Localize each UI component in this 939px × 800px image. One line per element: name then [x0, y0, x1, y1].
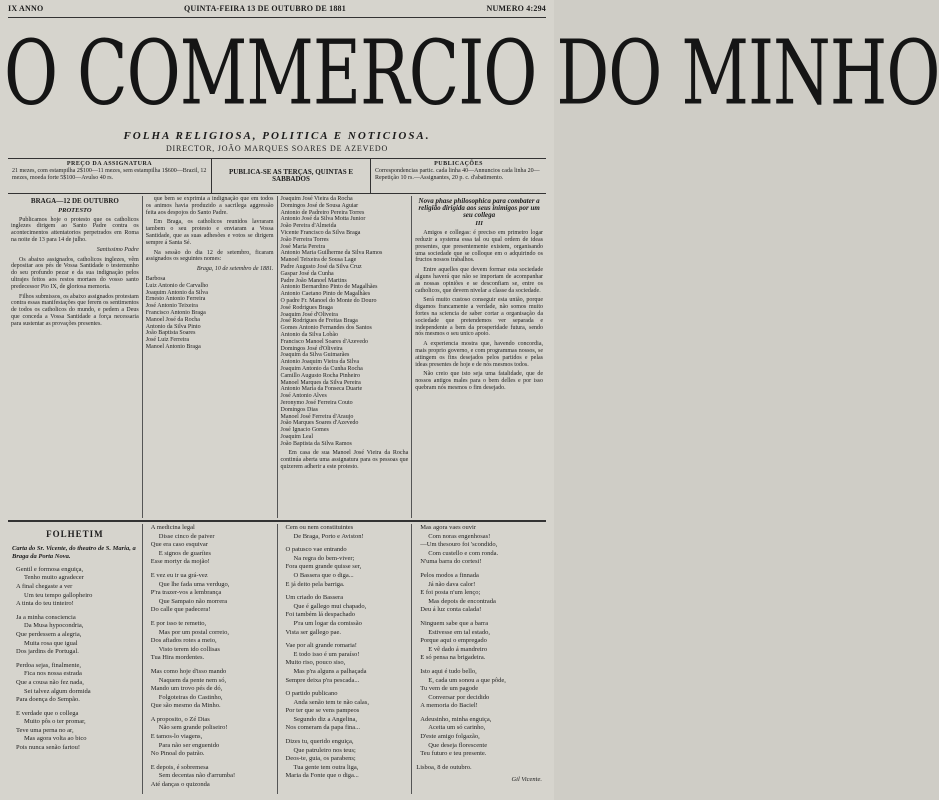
signatory-name: Antonio Maria Guilherme da Silva Ramos	[280, 250, 383, 257]
verse-line: A medicina legal	[150, 524, 195, 531]
verse-line: Sem decentas não d'arrumba!	[158, 772, 236, 780]
verse-line: Gentil e formosa enguiça,	[16, 565, 84, 573]
verse-line: Que é gallego mui chapado,	[293, 602, 367, 610]
verse-line: Na regra do bem-viver;	[293, 554, 355, 562]
verse-line: Fica nos nossa estrada	[24, 670, 82, 678]
verse-line: Mas agora volta ao bico	[24, 735, 87, 743]
verse-line: A proposito, o Zé Dias	[150, 715, 210, 723]
dateline: BRAGA—12 DE OUTUBRO	[30, 197, 119, 205]
verse-line: Anda senão tem te não calas,	[293, 698, 369, 706]
signatory-name: Joaquim da Silva Guimarães	[280, 352, 350, 359]
signatory-name: Jeronymo José Ferreira Couto	[280, 399, 353, 406]
verse-line: Muito pôs o ter promar,	[24, 718, 86, 726]
verse-line: Para não ser enguenido	[158, 741, 220, 749]
issue-date: QUINTA-FEIRA 13 DE OUTUBRO DE 1881	[183, 4, 346, 13]
stanza	[282, 738, 408, 781]
stanza	[147, 716, 273, 759]
verse-line: E por isso te remetto,	[150, 619, 207, 627]
verse-line: E verdade que o collega	[16, 709, 79, 717]
verse-line: A final chegaste a ver	[16, 582, 73, 590]
signatory-name: Joaquim Antonio da Silva	[145, 289, 208, 296]
signatory-name: Antonio da Silva Pinto	[145, 323, 201, 330]
signatory-name: Joaquim Leal	[280, 433, 313, 440]
signatory-name: Antonio da Silva Lobão	[280, 331, 338, 338]
signatory-name: Domingos José d'Oliveira	[280, 345, 343, 352]
verse-line: Para doença do Sempão.	[16, 696, 80, 704]
verse-line: E signos de guarítes	[158, 549, 211, 557]
verse-line: Não sem grande poliseiro!	[158, 724, 228, 732]
signatory-name: Ernesto Antonio Ferreira	[145, 296, 206, 303]
verse-line: Dizes tu, querido enguiça,	[285, 738, 354, 746]
verse-line: Nos comeram da papa fina...	[285, 724, 361, 732]
signatory-name: José Maria Pereira	[280, 243, 326, 250]
verse-line: Deos-te, guia, os parabens;	[285, 755, 356, 763]
salutation: Santissimo Padre	[96, 246, 139, 253]
publication-days: PUBLICA-SE AS TERÇAS, QUINTAS E SABBADOS	[212, 159, 371, 193]
stanza	[12, 566, 138, 609]
stanza	[147, 668, 273, 711]
verse-line: Que a cousa não fez nada,	[16, 678, 84, 686]
verse-line: Tenho muito agradecer	[24, 574, 84, 582]
paragraph: Os abaixo assignados, catholicos inglezes, vêm depositar aos pés de Vossa Santidade o testemunho do seu profundo pezar e da sua indignação pelos ultrajes feitos aos restos mortaes do vosso santo predecessor Pio IX, de gloriosa memoria.	[11, 256, 139, 290]
verse-line: Que Sampaio não morrera	[158, 597, 228, 605]
verse-line: A memoria do Baciel!	[420, 702, 478, 710]
stanza	[12, 662, 138, 705]
column-1	[8, 196, 143, 518]
verse-line: Que deseja florescente	[428, 741, 488, 749]
paragraph: Filhos submissos, os abaixo assignados protestam contra essas manifestações que ferem os sentimentos de todos os catholicos do mundo, e pedem a Deus que conceda a Vossa Santidade a força necessaria para sustentar as provações presentes.	[11, 293, 139, 327]
verse-line: Deu á luz conta calada!	[420, 606, 482, 614]
signatory-name: Luiz Antonio de Carvalho	[145, 282, 209, 289]
verse-line: E, cada um sonou a que pôde,	[428, 676, 506, 684]
verse-line: Por ter que se vens pampeos	[285, 707, 360, 715]
signatory-name: Manoel Marques da Silva Pereira	[280, 379, 361, 386]
signatory-name: Gaspar José da Cunha	[280, 270, 334, 277]
signatory-name: José Luiz Ferreira	[145, 337, 190, 344]
verse-line: O Bassera que o diga...	[293, 571, 354, 579]
verse-line: Teu futuro e teu presente.	[420, 750, 487, 758]
signatory-name: Antonio José da Silva Motta Junior	[280, 216, 366, 223]
verse-line: Cem ou nem constituintes	[285, 524, 354, 531]
verse-line: Aceita um só carinho,	[428, 724, 486, 732]
verse-line: E foi posta n'um lenço;	[420, 589, 481, 597]
signatory-name: José Antonio Teixeira	[145, 303, 198, 310]
signatory-name: José Rodrigues Braga	[280, 304, 333, 311]
signatory-name: João Baptista Soares	[145, 330, 196, 337]
verse-line: De Braga, Porto e Aviston!	[293, 532, 364, 540]
newspaper-title: O COMMERCIO DO MINHO	[4, 21, 939, 126]
issue-number: NUMERO 4:294	[486, 4, 546, 13]
signatory-name: Gomes Antonio Fernandes dos Santos	[280, 325, 372, 332]
verse-line: Muito riso, pouco siso,	[285, 659, 346, 667]
signatory-name: Joaquim José Vieira da Rocha	[280, 196, 353, 202]
verse-line: E vez eu ir ua grá-vez	[150, 571, 208, 579]
folhetim-column-2	[143, 524, 278, 794]
verse-line: Dos jardins de Portugal.	[16, 648, 79, 656]
stanza	[282, 546, 408, 589]
verse-line: Que são mesmo da Minho.	[150, 702, 221, 710]
paragraph: Em Braga, os catholicos reunidos lavraram tambem o seu protesto e enviaram a Vossa Santidade, que as suas adhesões e votos se dirigem sempre á Santa Sé.	[145, 219, 274, 246]
signatory-name: Francisco Antonio Braga	[145, 309, 206, 316]
verse-line: Ja a minha consciencia	[16, 613, 76, 621]
verse-line: Porque aqui o empregado	[420, 637, 487, 645]
verse-line: Que era caso esquivar	[150, 541, 208, 549]
stanza	[416, 620, 542, 663]
verse-line: N'uma barra do cortesi!	[420, 558, 482, 566]
verse-line: Do calle que padecera!	[150, 606, 211, 614]
verse-line: P'ra trazer-vos a lembrança	[150, 589, 222, 597]
rates-heading: PUBLICAÇÕES	[434, 161, 483, 167]
verse-line: Mas p'ra alguns a palhaçada	[293, 667, 367, 675]
folhetim-column-4	[412, 524, 546, 794]
author-signature: Gil Vicente.	[511, 776, 542, 784]
folhetim-column-3	[278, 524, 413, 794]
verse-line: A tinta do teu tinteiro!	[16, 600, 74, 608]
stanza	[12, 710, 138, 753]
folhetim-subtitle: Carta do Sr. Vicente, do theatro de S. Maria, a Braga da Porta Nova.	[12, 544, 136, 561]
signatory-name: Padre João Manoel Martins	[280, 277, 347, 284]
signatory-name: Manoel José Ferreira d'Araujo	[280, 413, 354, 420]
signatory-name: Francisco Manoel Soares d'Azevedo	[280, 338, 369, 345]
verse-line: D'este amigo folgazão,	[420, 733, 480, 741]
verse-line: Que perdessem a alegria,	[16, 630, 82, 638]
stanza	[147, 620, 273, 663]
verse-line: Da Musa hypocondria,	[24, 622, 84, 630]
verse-line: —Um thesouro foi 'scondido,	[420, 541, 498, 549]
verse-line: Adeusinho, minha enguiça,	[420, 715, 492, 723]
verse-line: E já deito pela barriga.	[285, 580, 345, 588]
paragraph: Será muito custoso conseguir esta união, porque digamos francamente a verdade, não somos muito fortes na sciencia de saber cortar a organisação da sociedade que pretendemos ver separada e independente a bem da prosperidade futura, sendo nós mesmos o seu unico apoio.	[415, 297, 543, 338]
verse-line: Tu vem de um pagode	[420, 685, 479, 693]
folhetim-rule	[8, 520, 546, 522]
verse-line: P'ra um logar da comissão	[293, 619, 362, 627]
stanza	[282, 690, 408, 733]
verse-line: Mando um trovo pés de dó,	[150, 685, 223, 693]
signatory-name: Antonio Maria da Fonseca Duarte	[280, 386, 363, 393]
verse-line: Teve uma perna no ar,	[16, 726, 74, 734]
column-2	[143, 196, 278, 518]
signatory-name: Padre Augusto José da Silva Cruz	[280, 263, 362, 270]
verse-line: Naquem da pente nem só,	[158, 676, 227, 684]
folhetim-section	[8, 524, 546, 794]
signatory-name: Antonio de Padreiro Pereira Torres	[280, 209, 365, 216]
verse-line: E só pensa na brigadeira.	[420, 654, 486, 662]
paragraph: Amigos e collegas: é preciso em primeiro logar reduzir a systema essa tal ou qual ordem de ideas presentes, que presentemente existem, organisando uma sociedade que se colloque em o adquirindo os fructos nossos trabalhos.	[415, 230, 543, 264]
signatory-name: O padre Fr. Manoel do Monte do Douro	[280, 297, 377, 304]
verse-line: Foi também lá despachado	[285, 611, 355, 619]
signatory-name: João Pereira d'Almeida	[280, 223, 337, 230]
paragraph: que bem se exprimia a indignação que em todos os animos havia produzido a sacrilega aggressão feita aos despojos do Santo Padre.	[145, 196, 274, 216]
signatory-name: José Antonio Alves	[280, 393, 327, 400]
folhetim-column-1	[8, 524, 143, 794]
signatory-name: Manoel José da Rocha	[145, 316, 200, 323]
info-bar	[8, 158, 546, 194]
verse-line: Mas como hoje d'isso mando	[150, 667, 227, 675]
verse-line: Já não dava calor!	[428, 580, 476, 588]
signatory-name: Camillo Augusto Rocha Pinheiro	[280, 372, 360, 379]
signatory-name: Antonio Joaquim Vieira da Silva	[280, 359, 360, 366]
verse-line: Que lhe fada uma verdugo,	[158, 580, 230, 588]
verse-line: Segundo diz a Angelina,	[293, 715, 358, 723]
signatory-name: João Ferreira Torres	[280, 236, 329, 243]
verse-line: Vae por ali grande romaria!	[285, 642, 357, 650]
paragraph: Em casa de sua Manoel José Vieira da Rocha continúa aberta uma assignatura para os pessoas que quizerem adherir a este protesto.	[280, 450, 409, 471]
stanza	[147, 764, 273, 790]
subscription-prices	[8, 159, 212, 193]
verse-line: O partido publicano	[285, 690, 338, 698]
verse-line: Mas por um postal correio,	[158, 628, 229, 636]
verse-line: Um teu tempo gallopheiro	[24, 591, 93, 599]
verse-line: Perdoa sejas, finalmente,	[16, 661, 81, 669]
place-date: Lisboa, 8 de outubro.	[416, 763, 472, 771]
verse-line: Fora quem grande quisse ser,	[285, 563, 362, 571]
part-number: III	[475, 220, 483, 228]
verse-line: Mas depois de encontrada	[428, 597, 496, 605]
paragraph: Na sessão do dia 12 de setembro, ficaram assignados os seguintes nomes:	[145, 249, 274, 263]
paragraph: Não creio que isto seja uma fatalidade, que de nossos antigos males para o bem delles e por isso quebram nós mesmos o fim desejado.	[415, 371, 543, 391]
verse-line: Que patruleiro nos teus;	[293, 746, 356, 754]
column-3	[278, 196, 413, 518]
verse-line: No Pinoal do patrão.	[150, 750, 205, 758]
signatory-name: Antonio Caetano Pinto de Magalhães	[280, 291, 371, 298]
verse-line: Mas agora vaes ouvir	[420, 524, 477, 531]
verse-line: Estivesse em tal estado,	[428, 628, 490, 636]
stanza	[282, 524, 408, 541]
verse-line: Vista ser gallego pae.	[285, 628, 342, 636]
stanza	[416, 524, 542, 567]
verse-line: Sei talvez algum dormida	[24, 687, 91, 695]
stanza	[282, 594, 408, 637]
signatory-name: Manoel Antonio Braga	[145, 343, 201, 350]
paragraph: Publicamos hoje o protesto que os catholicos inglezes dirigem ao Santo Padre contra os acontecimentos attentatorios perpetrados em Roma na noite de 13 para 14 de julho.	[11, 216, 139, 243]
verse-line: E tamos-lo viagens,	[150, 733, 203, 741]
place-date: Braga, 10 de setembro de 1881.	[196, 266, 274, 273]
signatory-name: Barbosa	[145, 275, 166, 282]
subscription-heading: PREÇO DA ASSIGNATURA	[66, 161, 153, 167]
verse-line: Tua Hira mordentes.	[150, 654, 205, 662]
newspaper-subtitle: FOLHA RELIGIOSA, POLITICA E NOTICIOSA.	[123, 130, 431, 142]
verse-line: E depois, é sobremesa	[150, 763, 209, 771]
signatory-list	[281, 196, 409, 447]
column-4	[412, 196, 546, 518]
article-columns	[8, 196, 546, 518]
verse-line: Isto aqui é tudo bello,	[420, 667, 477, 675]
verse-line: Até danças o quizonda	[150, 781, 210, 789]
stanza	[416, 668, 542, 711]
signatory-name: João Marques Soares d'Azevedo	[280, 420, 359, 427]
verse-line: Visto terem ido collisas	[158, 645, 220, 653]
paragraph: Entre aquelles que devem formar esta sociedade alguns haverá que não se importam de acompanhar as nossas opiniões e se desconfiam se, entre os catholicos, que devem nivelar a classe da sociedade.	[415, 267, 543, 294]
verse-line: Com custello e com ronda.	[428, 549, 499, 557]
verse-line: Tua gente tem outra liga,	[293, 763, 359, 771]
subscription-text: 21 mezes, com estampilha 2$100—11 mezes, sem estampilha 1$600—Brazil, 12 mezes, moeda forte 5$100—Avulso 40 rs.	[12, 168, 207, 181]
signatory-name: José Rodrigues de Freitas Braga	[280, 318, 358, 325]
verse-line: Disse cinco de paiver	[158, 532, 215, 540]
verse-line: Conversar por decidido	[428, 693, 490, 701]
year-label: IX ANNO	[8, 4, 44, 13]
signatory-name: José Ignacio Gomes	[280, 427, 329, 434]
verse-line: Esse mortyr da mojão!	[150, 558, 210, 566]
verse-line: Folgoteiras do Castinho,	[158, 693, 223, 701]
paragraph: A experiencia mostra que, havendo concordia, mais proprio governo, e com programmas nossos, se attingem os fins desejados pelos partidos e pelas ideas presentes de hoje e de nós mesmos todos.	[415, 341, 543, 368]
verse-line: Dos afiados rotes a meio,	[150, 637, 217, 645]
verse-line: Com noras engenhosas!	[428, 532, 491, 540]
signatory-name: Joaquim Antonio da Cunha Rocha	[280, 365, 363, 372]
verse-line: Muita rosa que igual	[24, 639, 78, 647]
verse-line: Pois nunca senão fartou!	[16, 744, 81, 752]
verse-line: Pelos modos a finnada	[420, 571, 479, 579]
signatory-name: Antonio Bernardino Pinto de Magalhães	[280, 284, 378, 291]
signatory-name: Domingos José de Sousa Aguiar	[280, 202, 359, 209]
signatory-name: Domingos Dias	[280, 406, 318, 413]
stanza	[416, 572, 542, 615]
verse-line: E vê dado á mandreiro	[428, 645, 488, 653]
verse-line: Sempre deixa p'ra pescada...	[285, 676, 360, 684]
signatory-list	[146, 276, 274, 351]
verse-line: E todo isso é um paraíso!	[293, 650, 360, 658]
article-heading-protesto: PROTESTO	[58, 206, 92, 214]
verse-line: Um criado do Bassera	[285, 594, 344, 602]
signatory-name: Vicente Francisco da Silva Braga	[280, 229, 361, 236]
signatory-name: Joaquim José d'Oliveira	[280, 311, 338, 318]
verse-line: Ninguem sabe que a barra	[420, 619, 489, 627]
folhetim-title: FOLHETIM	[46, 529, 104, 539]
stanza	[416, 716, 542, 759]
article-heading-philosophy: Nova phase philosophica para combater a religião dirigida aos seus inimigos por um seu collega	[418, 197, 540, 219]
stanza	[147, 524, 273, 567]
stanza	[282, 642, 408, 685]
signatory-name: Manoel Teixeira de Sousa Lage	[280, 257, 357, 264]
verse-line: O patusco vae entrando	[285, 546, 347, 554]
stanza	[12, 614, 138, 657]
verse-line: Maria da Fonte que o diga...	[285, 772, 359, 780]
stanza	[147, 572, 273, 615]
director-line: DIRECTOR, JOÃO MARQUES SOARES DE AZEVEDO	[165, 144, 389, 153]
rates-text: Correspondencias partic. cada linha 40—Annuncios cada linha 20—Repetição 10 rs.—Assignantes, 20 p. c. d'abatimento.	[375, 168, 540, 181]
signatory-name: João Baptista da Silva Ramos	[280, 440, 352, 447]
publication-rates	[371, 159, 546, 193]
